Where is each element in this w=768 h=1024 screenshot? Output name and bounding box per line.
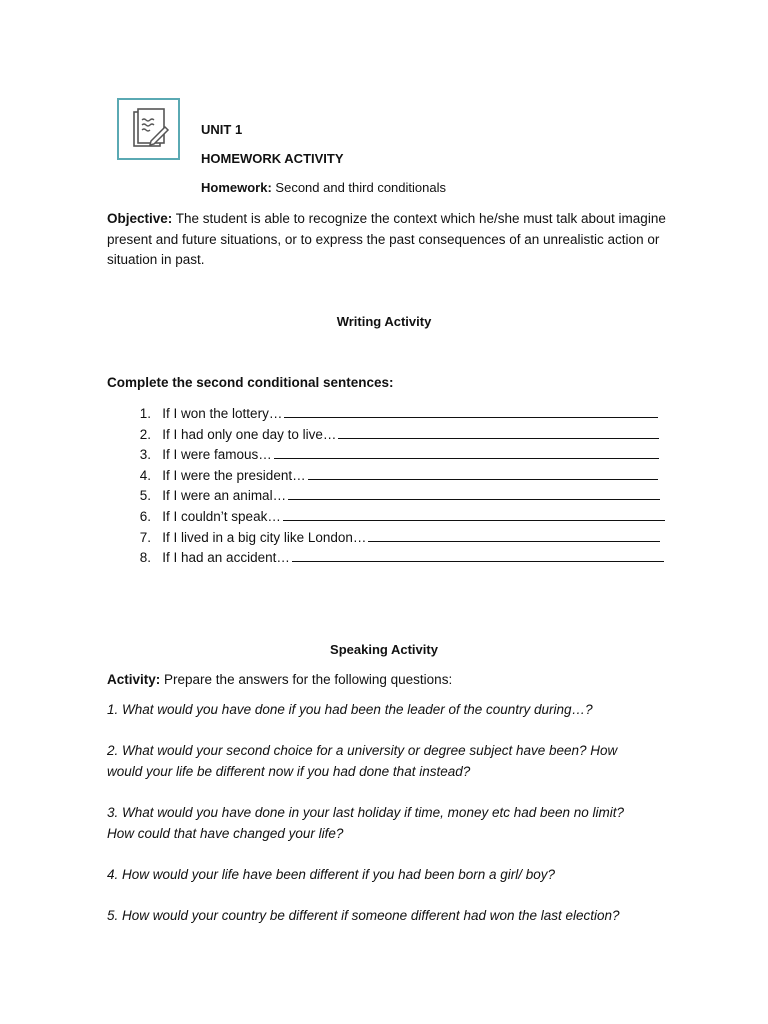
notepad-pencil-icon [117,98,180,160]
item-number: 3. [139,447,151,463]
writing-activity-title: Writing Activity [336,314,432,329]
speaking-instruction [107,672,452,687]
list-item [107,466,667,487]
item-number: 8. [139,550,151,566]
homework-label: Homework: [201,180,272,195]
homework-value: Second and third conditionals [275,180,446,195]
answer-blank[interactable] [283,507,665,521]
item-text: If I were famous… [162,447,272,463]
writing-list [107,404,667,569]
question-5: 5. How would your country be different if someone different had won the last election? [107,908,620,923]
list-item [107,425,667,446]
question-3: 3. What would you have done in your last holiday if time, money etc had been no limit? How could that have changed your life? [107,805,625,841]
item-text: If I had an accident… [162,550,290,566]
objective-text: The student is able to recognize the context which he/she must talk about imagine present and future situations, or to express the past consequences of an unrealistic action or situation in past. [107,211,666,267]
item-text: If I couldn’t speak… [162,508,281,524]
question-2: 2. What would your second choice for a university or degree subject have been? How would your life be different now if you had done that instead? [107,743,618,779]
list-item [107,507,667,528]
item-number: 1. [139,406,151,421]
list-item [107,548,667,569]
writing-instruction: Complete the second conditional sentences: [107,375,394,390]
activity-label: Activity: [107,672,161,687]
question-1: 1. What would you have done if you had been the leader of the country during…? [107,702,593,717]
question-4: 4. How would your life have been different if you had been born a girl/ boy? [107,867,556,882]
answer-blank[interactable] [274,445,659,459]
item-number: 5. [139,488,151,504]
answer-blank[interactable] [288,486,660,500]
objective-paragraph [107,209,667,271]
homework-line [201,180,446,195]
answer-blank[interactable] [308,466,658,480]
item-number: 7. [139,529,151,545]
item-number: 4. [139,467,151,483]
item-text: If I were the president… [162,467,306,483]
activity-label: HOMEWORK ACTIVITY [201,151,344,166]
item-text: If I lived in a big city like London… [162,529,367,545]
list-item [107,404,667,425]
item-text: If I won the lottery… [162,406,283,421]
item-number: 6. [139,508,151,524]
objective-label: Objective: [107,211,173,226]
answer-blank[interactable] [284,404,658,418]
list-item [107,445,667,466]
item-text: If I had only one day to live… [162,426,337,442]
speaking-activity-title: Speaking Activity [330,642,438,657]
item-number: 2. [139,426,151,442]
list-item [107,528,667,549]
activity-text: Prepare the answers for the following questions: [164,672,453,687]
unit-label: UNIT 1 [201,122,243,137]
answer-blank[interactable] [338,425,659,439]
list-item [107,486,667,507]
item-text: If I were an animal… [162,488,287,504]
answer-blank[interactable] [292,548,664,562]
answer-blank[interactable] [368,528,660,542]
